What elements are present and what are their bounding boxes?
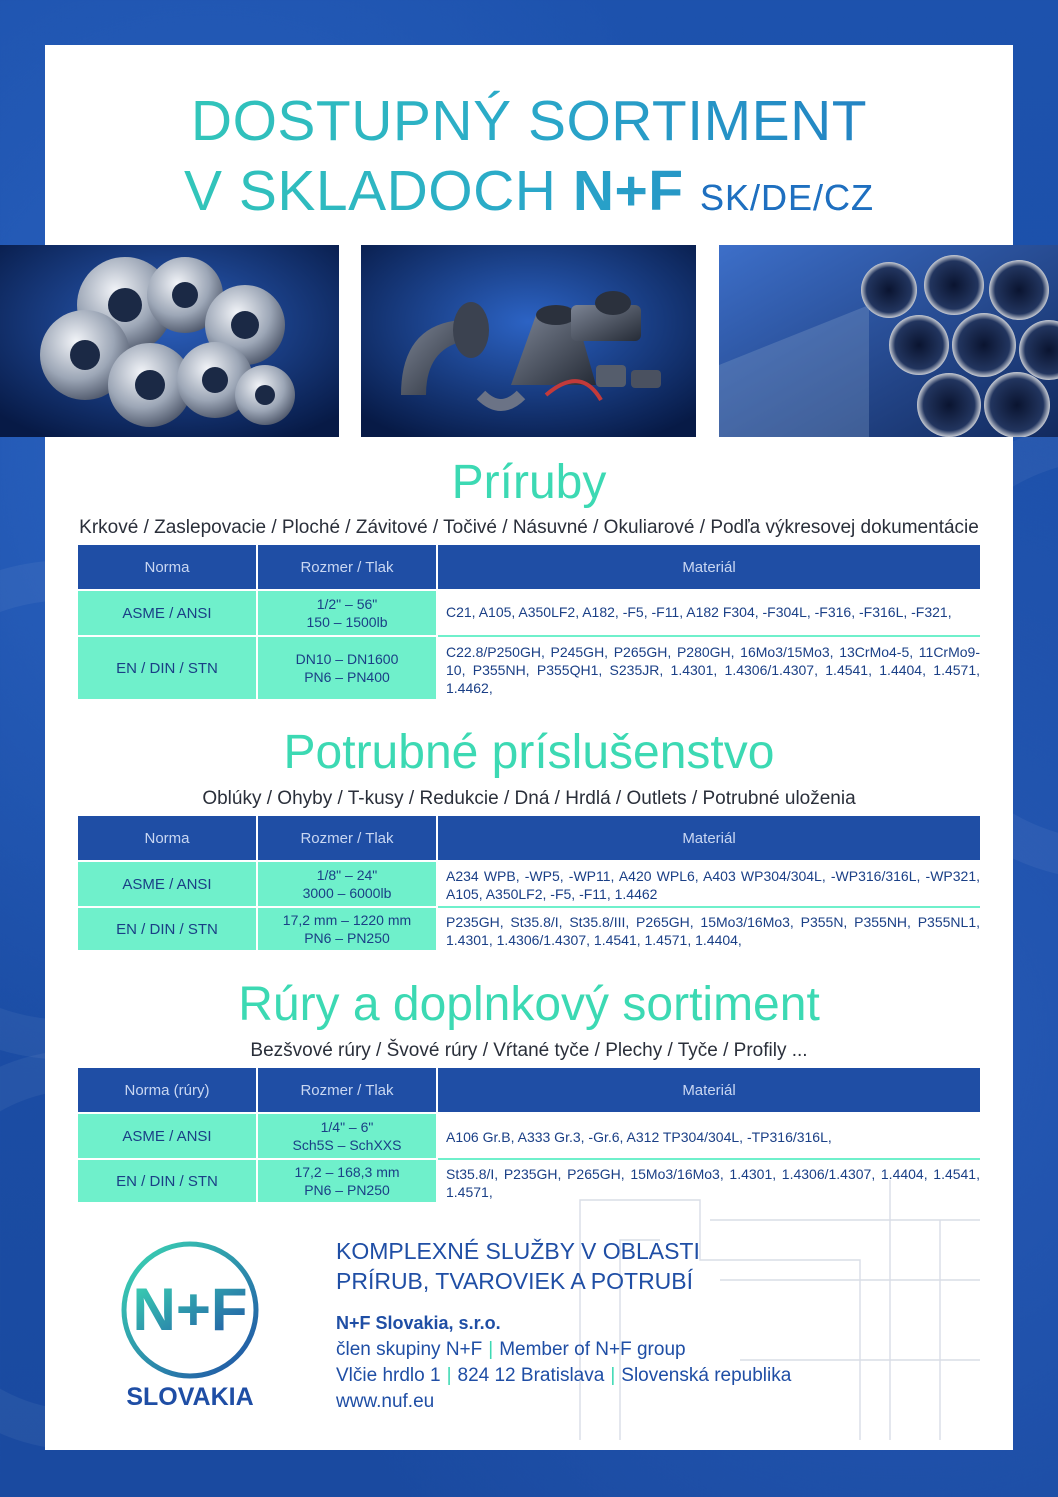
tagline-line1: KOMPLEXNÉ SLUŽBY V OBLASTI bbox=[336, 1238, 700, 1264]
material-cell: C22.8/P250GH, P245GH, P265GH, P280GH, 16Mo3/15Mo3, 13CrMo4-5, 11CrMo9-10, P355NH, P355QH1, S235JR, 1.4301, 1.4306/1.4307, 1.4541, 1.4404, 1.4571, 1.4462, bbox=[438, 635, 980, 699]
rozmer-size: 17,2 – 168,3 mm bbox=[294, 1164, 400, 1180]
section-subtitle-flanges: Krkové / Zaslepovacie / Ploché / Závitové / Točivé / Násuvné / Okuliarové / Podľa výkresovej dokumentácie bbox=[79, 517, 979, 538]
rozmer-cell bbox=[258, 906, 438, 950]
address-country: Slovenská republika bbox=[621, 1365, 792, 1386]
rozmer-cell bbox=[258, 1112, 438, 1158]
page-title-line2 bbox=[0, 158, 1058, 231]
pipes-photo bbox=[719, 245, 1058, 437]
address-city: 824 12 Bratislava bbox=[457, 1365, 605, 1386]
table-row bbox=[78, 860, 980, 906]
column-header-rozmer: Rozmer / Tlak bbox=[258, 1068, 438, 1112]
title-prefix: V SKLADOCH bbox=[184, 159, 557, 223]
brand-name: N+F bbox=[572, 159, 684, 223]
table-row bbox=[78, 1112, 980, 1158]
norma-cell: ASME / ANSI bbox=[78, 589, 258, 635]
country-list: SK/DE/CZ bbox=[699, 177, 874, 218]
separator: | bbox=[488, 1339, 494, 1360]
column-header-rozmer: Rozmer / Tlak bbox=[258, 816, 438, 860]
tagline-line2: PRÍRUB, TVAROVIEK A POTRUBÍ bbox=[336, 1268, 694, 1294]
column-header-rozmer: Rozmer / Tlak bbox=[258, 545, 438, 589]
column-header-material: Materiál bbox=[438, 545, 980, 589]
column-header-norma: Norma (rúry) bbox=[78, 1068, 258, 1112]
page-title-line1: DOSTUPNÝ SORTIMENT bbox=[0, 88, 1058, 154]
logo-brand: N+F bbox=[132, 1276, 248, 1343]
rozmer-pressure: Sch5S – SchXXS bbox=[292, 1137, 402, 1153]
column-header-norma: Norma bbox=[78, 545, 258, 589]
column-header-material: Materiál bbox=[438, 1068, 980, 1112]
rozmer-cell bbox=[258, 635, 438, 699]
table-row bbox=[78, 635, 980, 699]
member-en: Member of N+F group bbox=[499, 1339, 686, 1360]
rozmer-pressure: 3000 – 6000lb bbox=[302, 885, 392, 901]
nf-slovakia-logo bbox=[118, 1240, 263, 1410]
norma-cell: EN / DIN / STN bbox=[78, 635, 258, 699]
separator: | bbox=[610, 1365, 616, 1386]
member-sk: člen skupiny N+F bbox=[336, 1339, 483, 1360]
logo-country: SLOVAKIA bbox=[126, 1383, 254, 1410]
material-cell: A234 WPB, -WP5, -WP11, A420 WPL6, A403 WP304/304L, -WP316/316L, -WP321, A105, A350LF2, -F5, -F11, 1.4462 bbox=[446, 868, 980, 902]
footer-tagline bbox=[336, 1236, 700, 1296]
separator: | bbox=[446, 1365, 452, 1386]
section-subtitle-pipes: Bezšvové rúry / Švové rúry / Vŕtané tyče / Plechy / Tyče / Profily ... bbox=[250, 1040, 808, 1061]
rozmer-size: 17,2 mm – 1220 mm bbox=[282, 912, 412, 928]
technical-drawing-watermark bbox=[560, 1160, 1010, 1450]
rozmer-cell bbox=[258, 1158, 438, 1202]
fittings-table bbox=[78, 816, 980, 950]
rozmer-cell bbox=[258, 589, 438, 635]
flanges-photo bbox=[0, 245, 339, 437]
table-row bbox=[78, 589, 980, 635]
rozmer-size: 1/2" – 56" bbox=[316, 596, 378, 612]
membership-line bbox=[336, 1339, 686, 1361]
column-header-norma: Norma bbox=[78, 816, 258, 860]
rozmer-pressure: PN6 – PN400 bbox=[304, 669, 390, 685]
norma-cell: EN / DIN / STN bbox=[78, 1158, 258, 1202]
rozmer-pressure: 150 – 1500lb bbox=[306, 614, 388, 630]
norma-cell: ASME / ANSI bbox=[78, 860, 258, 906]
norma-cell: EN / DIN / STN bbox=[78, 906, 258, 950]
rozmer-size: 1/4" – 6" bbox=[320, 1119, 374, 1135]
section-heading-flanges: Príruby bbox=[451, 456, 607, 509]
section-subtitle-fittings: Oblúky / Ohyby / T-kusy / Redukcie / Dná / Hrdlá / Outlets / Potrubné uloženia bbox=[202, 788, 856, 809]
rozmer-size: DN10 – DN1600 bbox=[295, 651, 399, 667]
flanges-table bbox=[78, 545, 980, 699]
norma-cell: ASME / ANSI bbox=[78, 1112, 258, 1158]
section-heading-fittings: Potrubné príslušenstvo bbox=[283, 726, 775, 779]
table-row bbox=[78, 906, 980, 950]
table-header-row bbox=[78, 545, 980, 589]
material-cell: St35.8/I, P235GH, P265GH, 15Mo3/16Mo3, 1.4301, 1.4306/1.4307, 1.4404, 1.4541, 1.4571, bbox=[438, 1158, 980, 1202]
material-cell: P235GH, St35.8/I, St35.8/III, P265GH, 15Mo3/16Mo3, P355N, P355NH, P355NL1, 1.4301, 1.4306/1.4307, 1.4541, 1.4571, 1.4404, bbox=[438, 906, 980, 950]
fittings-photo bbox=[361, 245, 696, 437]
table-header-row bbox=[78, 1068, 980, 1112]
table-header-row bbox=[78, 816, 980, 860]
rozmer-size: 1/8" – 24" bbox=[316, 867, 378, 883]
rozmer-pressure: PN6 – PN250 bbox=[304, 1182, 390, 1198]
material-cell: C21, A105, A350LF2, A182, -F5, -F11, A182 F304, -F304L, -F316, -F316L, -F321, bbox=[446, 604, 952, 620]
address-street: Vlčie hrdlo 1 bbox=[336, 1365, 441, 1386]
material-cell: A106 Gr.B, A333 Gr.3, -Gr.6, A312 TP304/304L, -TP316/316L, bbox=[446, 1129, 832, 1145]
rozmer-pressure: PN6 – PN250 bbox=[304, 930, 390, 946]
website-link[interactable]: www.nuf.eu bbox=[336, 1391, 435, 1412]
section-heading-pipes: Rúry a doplnkový sortiment bbox=[238, 978, 820, 1031]
company-name: N+F Slovakia, s.r.o. bbox=[336, 1313, 501, 1333]
address-line bbox=[336, 1365, 791, 1387]
rozmer-cell bbox=[258, 860, 438, 906]
column-header-material: Materiál bbox=[438, 816, 980, 860]
